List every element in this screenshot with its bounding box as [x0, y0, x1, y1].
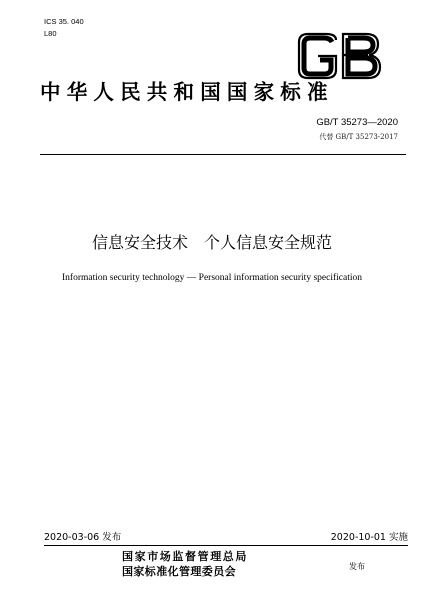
ics-code: ICS 35. 040: [44, 17, 84, 26]
ccs-code: L80: [44, 29, 57, 38]
document-title-chinese: 信息安全技术 个人信息安全规范: [91, 233, 332, 252]
publisher-samr: 国家市场监督管理总局: [122, 550, 248, 563]
document-title-english: Information security technology — Personal information security specification: [62, 273, 362, 283]
gb-logo: [296, 32, 384, 80]
footer-divider: [44, 545, 408, 546]
publisher-sac: 国家标准化管理委员会: [122, 565, 236, 578]
national-standard-title: 中华人民共和国国家标准: [40, 80, 334, 104]
header-divider: [40, 154, 406, 155]
publish-label: 发布: [349, 562, 365, 571]
replaces-standard: 代替 GB/T 35273-2017: [319, 133, 398, 141]
issue-date: 2020-03-06 发布: [44, 532, 122, 543]
implementation-date: 2020-10-01 实施: [330, 532, 408, 543]
standard-number: GB/T 35273—2020: [316, 117, 398, 128]
